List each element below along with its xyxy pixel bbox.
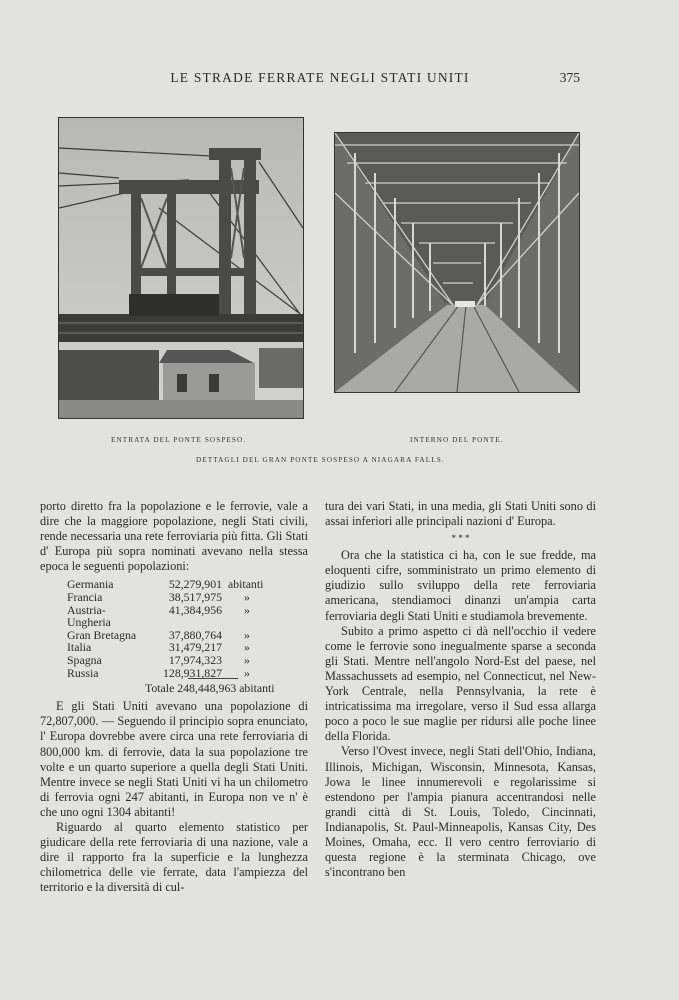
paragraph: Subito a primo aspetto ci dà nell'occhio il vedere come le ferrovie sono inegualmente sparse a seconda gli Stati. Mentre nell'angolo Nord-Est del paese, nel Massachussets ad esempio, nel Connecticut, nel New-York Centrale, nella Pennsylvania, la rete è intricatissima ma irregolare, verso il Sud essa allarga poco a poco le sue maglie per ridursi alle poche linee della Florida. xyxy=(325,623,596,744)
table-row: Francia 38,517,975 » xyxy=(67,590,250,605)
table-total xyxy=(40,681,308,695)
running-header xyxy=(60,70,580,88)
section-stars: * * * xyxy=(451,533,470,544)
header-title: LE STRADE FERRATE NEGLI STATI UNITI xyxy=(170,70,470,85)
bridge-interior-photo xyxy=(334,132,580,393)
page-number: 375 xyxy=(559,70,580,85)
population-table xyxy=(67,578,308,679)
paragraph: Riguardo al quarto elemento statistico per giudicare della rete ferroviaria di una nazione, vale a dire il rapporto fra la superficie e la lunghezza chilometrica delle vie ferrate, data l'ampiezza del territorio e la diversità di cul- xyxy=(40,819,308,895)
table-row: Russia 128,931,827 » xyxy=(67,665,250,680)
paragraph: porto diretto fra la popolazione e le ferrovie, vale a dire che la maggiore popolazione, negli Stati civili, rende necessaria una rete ferroviaria più fitta. Gli Stati d' Europa più sopra nominati avevano nella stessa epoca le seguenti popolazioni: xyxy=(40,499,308,574)
table-row: Spagna 17,974,323 » xyxy=(67,653,250,668)
total-text: Totale 248,448,963 abitanti xyxy=(145,681,275,696)
table-row: Austria-Ungheria 41,384,956 » xyxy=(67,602,250,630)
total-rule xyxy=(188,678,238,679)
paragraph: E gli Stati Uniti avevano una popolazione di 72,807,000. — Seguendo il principio sopra enunciato, l' Europa dovrebbe avere circa una rete ferroviaria di 800,000 km. di ferrovie, data la sua popolazione tre volte e un quarto superiore a quella degli Stati Uniti. Mentre invece se negli Stati Uniti vi ha un chilometro di ferrovia ogni 247 abitanti, in Europa non ve n' è che uno ogni 1304 abitanti! xyxy=(40,699,308,819)
right-photo-caption: INTERNO DEL PONTE. xyxy=(410,436,504,444)
table-row: Italia 31,479,217 » xyxy=(67,640,250,655)
right-column xyxy=(325,499,596,880)
paragraph: tura dei vari Stati, in una media, gli Stati Uniti sono di assai inferiori alle principali nazioni d' Europa. xyxy=(325,499,596,529)
paragraph: Verso l'Ovest invece, negli Stati dell'Ohio, Indiana, Illinois, Michigan, Wisconsin, Minnesota, Kansas, Jowa le linee innumerevoli e regolarissime si estendono per l'ampia pianura accentrandosi nelle grandi città di St. Louis, Toledo, Cincinnati, Indianapolis, St. Paul-Minneapolis, Kansas City, Des Moines, Omaha, ecc. Il vero centro ferroviario di questa regione è la sterminata Chicago, ove s'incontrano ben xyxy=(325,744,596,880)
table-row: Gran Bretagna 37,880,764 » xyxy=(67,627,250,642)
table-row: Germania 52,279,901 abitanti xyxy=(67,577,264,592)
bridge-entrance-photo xyxy=(58,117,304,419)
left-column xyxy=(40,499,308,895)
figure-caption: DETTAGLI DEL GRAN PONTE SOSPESO A NIAGARA FALLS. xyxy=(196,456,445,464)
paragraph: Ora che la statistica ci ha, con le sue fredde, ma eloquenti cifre, somministrato un primo elemento di giudizio sullo sviluppo della rete ferroviaria americana, stendiamoci dinanzi un'ampia carta ferroviaria degli Stati Uniti e studiamola brevemente. xyxy=(325,548,596,623)
left-photo-caption: ENTRATA DEL PONTE SOSPESO. xyxy=(111,436,247,444)
